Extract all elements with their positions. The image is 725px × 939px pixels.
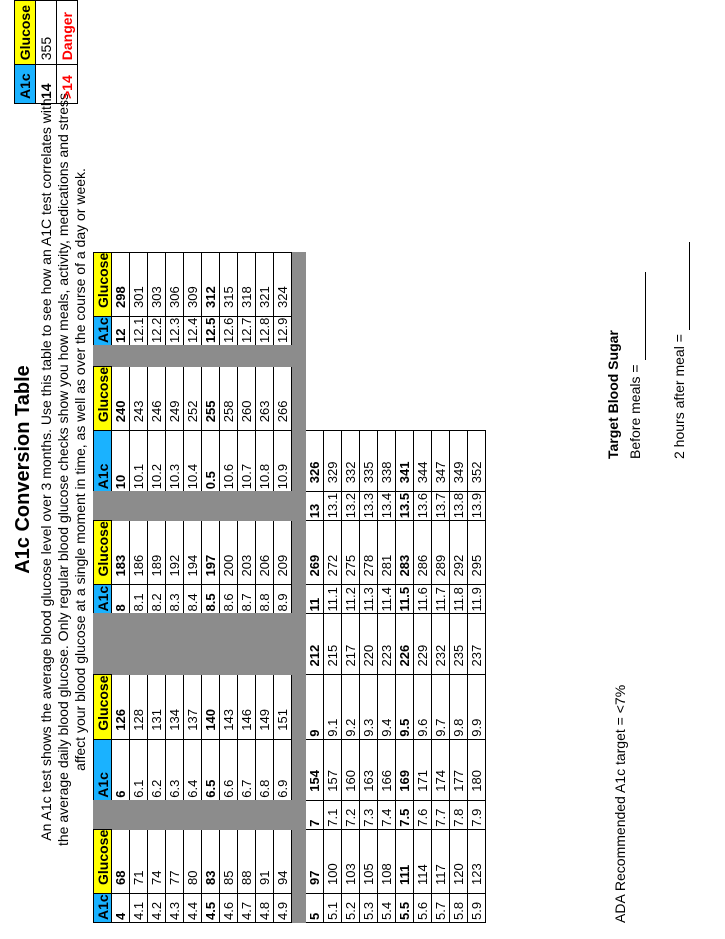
conversion-table <box>93 252 486 923</box>
glucose-cell: 249 <box>166 367 184 431</box>
a1c-cell: 5 <box>306 894 324 923</box>
glucose-cell: 324 <box>274 252 292 316</box>
glucose-cell: 108 <box>378 829 396 893</box>
glucose-cell: 203 <box>238 521 256 585</box>
a1c-header: A1c <box>94 431 112 492</box>
a1c-cell: 4.8 <box>256 894 274 923</box>
glucose-header: Glucose <box>94 829 112 893</box>
a1c-cell: 12.2 <box>148 317 166 346</box>
before-meals-blank <box>631 272 646 360</box>
a1c-cell: 9.4 <box>378 675 396 739</box>
a1c-cell: 13.6 <box>414 492 432 521</box>
glucose-cell: 186 <box>130 521 148 585</box>
a1c-cell: 13.5 <box>396 492 414 521</box>
separator-cell <box>292 675 306 739</box>
glucose-cell: 301 <box>130 252 148 316</box>
glucose-cell: 335 <box>360 431 378 492</box>
danger-table <box>14 0 78 104</box>
glucose-cell: 289 <box>432 521 450 585</box>
glucose-header: Glucose <box>94 367 112 431</box>
page-title: A1c Conversion Table <box>12 365 34 574</box>
a1c-cell: 13.4 <box>378 492 396 521</box>
a1c-cell: 12.1 <box>130 317 148 346</box>
separator-cell <box>292 346 306 367</box>
glucose-cell: 105 <box>360 829 378 893</box>
a1c-cell: 7 <box>306 800 324 829</box>
glucose-cell: 269 <box>306 521 324 585</box>
glucose-cell: 149 <box>256 675 274 739</box>
a1c-cell: 13.7 <box>432 492 450 521</box>
glucose-cell: 68 <box>112 829 130 893</box>
glucose-cell: 71 <box>130 829 148 893</box>
a1c-cell: 7.3 <box>360 800 378 829</box>
glucose-cell: 169 <box>396 739 414 800</box>
glucose-cell: 347 <box>432 431 450 492</box>
glucose-cell: 252 <box>184 367 202 431</box>
a1c-cell: 7.6 <box>414 800 432 829</box>
a1c-cell: 8.2 <box>148 585 166 614</box>
glucose-cell: 146 <box>238 675 256 739</box>
a1c-cell: 8.5 <box>202 585 220 614</box>
a1c-cell: 10.3 <box>166 431 184 492</box>
glucose-cell: 200 <box>220 521 238 585</box>
glucose-cell: 243 <box>130 367 148 431</box>
a1c-cell: 9.3 <box>360 675 378 739</box>
a1c-cell: 7.4 <box>378 800 396 829</box>
a1c-cell: 5.2 <box>342 894 360 923</box>
glucose-cell: 229 <box>414 614 432 675</box>
a1c-cell: 6.3 <box>166 739 184 800</box>
a1c-cell: 11.7 <box>432 585 450 614</box>
glucose-cell: 83 <box>202 829 220 893</box>
glucose-cell: 134 <box>166 675 184 739</box>
a1c-cell: 10.4 <box>184 431 202 492</box>
a1c-cell: 13.9 <box>468 492 486 521</box>
a1c-cell: 5.3 <box>360 894 378 923</box>
a1c-cell: 10.8 <box>256 431 274 492</box>
glucose-cell: 128 <box>130 675 148 739</box>
glucose-cell: 315 <box>220 252 238 316</box>
glucose-cell: 318 <box>238 252 256 316</box>
glucose-cell: 223 <box>378 614 396 675</box>
a1c-cell: 9.5 <box>396 675 414 739</box>
a1c-cell: 10.2 <box>148 431 166 492</box>
table-row <box>396 252 414 922</box>
a1c-cell: 11.3 <box>360 585 378 614</box>
a1c-cell: 9.8 <box>450 675 468 739</box>
a1c-cell: 4.2 <box>148 894 166 923</box>
glucose-cell: 85 <box>220 829 238 893</box>
a1c-cell: 7.5 <box>396 800 414 829</box>
a1c-cell: 5.7 <box>432 894 450 923</box>
separator-cell <box>292 894 306 923</box>
a1c-cell: 9.6 <box>414 675 432 739</box>
a1c-cell: 7.8 <box>450 800 468 829</box>
glucose-cell: 275 <box>342 521 360 585</box>
separator-cell <box>292 317 306 346</box>
separator-cell <box>292 431 306 492</box>
glucose-cell: 338 <box>378 431 396 492</box>
a1c-cell: 8.9 <box>274 585 292 614</box>
glucose-cell: 321 <box>256 252 274 316</box>
ada-target-note: ADA Recommended A1c target = <7% <box>612 684 628 923</box>
a1c-cell: 6.9 <box>274 739 292 800</box>
description <box>38 20 89 919</box>
glucose-cell: 189 <box>148 521 166 585</box>
a1c-cell: 6 <box>112 739 130 800</box>
a1c-cell: 11.5 <box>396 585 414 614</box>
glucose-cell: 332 <box>342 431 360 492</box>
a1c-cell: 12.6 <box>220 317 238 346</box>
glucose-cell: 180 <box>468 739 486 800</box>
column-separator <box>94 614 292 675</box>
a1c-cell: 5.4 <box>378 894 396 923</box>
glucose-cell: 126 <box>112 675 130 739</box>
glucose-cell: 349 <box>450 431 468 492</box>
glucose-cell: 217 <box>342 614 360 675</box>
glucose-cell: 237 <box>468 614 486 675</box>
table-row <box>432 252 450 922</box>
a1c-cell: 7.1 <box>324 800 342 829</box>
glucose-cell: 74 <box>148 829 166 893</box>
a1c-cell: 4.4 <box>184 894 202 923</box>
glucose-cell: 114 <box>414 829 432 893</box>
a1c-cell: 9.2 <box>342 675 360 739</box>
column-separator <box>94 346 292 367</box>
glucose-cell: 183 <box>112 521 130 585</box>
a1c-cell: 11.4 <box>378 585 396 614</box>
description-line: affect your blood glucose at a single moment in time, as well as over the course of a day or week. <box>72 168 88 771</box>
glucose-cell: 272 <box>324 521 342 585</box>
glucose-cell: 137 <box>184 675 202 739</box>
glucose-cell: 97 <box>306 829 324 893</box>
a1c-cell: 8.6 <box>220 585 238 614</box>
glucose-cell: 255 <box>202 367 220 431</box>
glucose-cell: 140 <box>202 675 220 739</box>
glucose-cell: 278 <box>360 521 378 585</box>
a1c-cell: 4.3 <box>166 894 184 923</box>
a1c-cell: 5.8 <box>450 894 468 923</box>
glucose-cell: 341 <box>396 431 414 492</box>
a1c-cell: 4.7 <box>238 894 256 923</box>
a1c-cell: 12.3 <box>166 317 184 346</box>
a1c-cell-danger: >14 <box>57 65 78 104</box>
glucose-cell-danger: Danger <box>57 1 78 65</box>
glucose-cell: 163 <box>360 739 378 800</box>
a1c-header: A1c <box>94 894 112 923</box>
glucose-cell: 212 <box>306 614 324 675</box>
table-row <box>306 252 324 922</box>
a1c-cell: 10.7 <box>238 431 256 492</box>
a1c-cell: 9.1 <box>324 675 342 739</box>
glucose-header: Glucose <box>15 1 36 65</box>
a1c-cell: 4.6 <box>220 894 238 923</box>
glucose-cell: 88 <box>238 829 256 893</box>
a1c-cell: 10.6 <box>220 431 238 492</box>
glucose-cell: 154 <box>306 739 324 800</box>
glucose-header: Glucose <box>94 252 112 316</box>
description-line: the average daily blood glucose. Only regular blood glucose checks show you how meals, activity, medications and stress <box>55 92 71 847</box>
separator-cell <box>292 739 306 800</box>
column-separator <box>94 800 292 829</box>
glucose-cell: 143 <box>220 675 238 739</box>
glucose-cell: 281 <box>378 521 396 585</box>
glucose-cell: 166 <box>378 739 396 800</box>
a1c-header: A1c <box>94 317 112 346</box>
a1c-cell: 6.1 <box>130 739 148 800</box>
a1c-cell: 11.1 <box>324 585 342 614</box>
a1c-cell: 12 <box>112 317 130 346</box>
table-row <box>360 252 378 922</box>
a1c-cell: 14 <box>36 65 57 104</box>
a1c-cell: 7.9 <box>468 800 486 829</box>
separator-cell <box>292 521 306 585</box>
table-row <box>324 252 342 922</box>
separator-cell <box>292 585 306 614</box>
glucose-cell: 197 <box>202 521 220 585</box>
a1c-cell: 8.7 <box>238 585 256 614</box>
glucose-cell: 131 <box>148 675 166 739</box>
target-blood-sugar <box>602 242 690 459</box>
a1c-cell: 4.9 <box>274 894 292 923</box>
glucose-cell: 258 <box>220 367 238 431</box>
glucose-cell: 206 <box>256 521 274 585</box>
glucose-cell: 246 <box>148 367 166 431</box>
glucose-cell: 226 <box>396 614 414 675</box>
a1c-cell: 7.2 <box>342 800 360 829</box>
a1c-cell: 8.8 <box>256 585 274 614</box>
glucose-cell: 215 <box>324 614 342 675</box>
glucose-cell: 171 <box>414 739 432 800</box>
target-heading: Target Blood Sugar <box>605 330 621 459</box>
a1c-header: A1c <box>94 739 112 800</box>
glucose-cell: 266 <box>274 367 292 431</box>
a1c-cell: 11 <box>306 585 324 614</box>
glucose-cell: 344 <box>414 431 432 492</box>
a1c-cell: 13.8 <box>450 492 468 521</box>
glucose-cell: 151 <box>274 675 292 739</box>
glucose-cell: 240 <box>112 367 130 431</box>
a1c-cell: 4 <box>112 894 130 923</box>
separator-cell <box>292 492 306 521</box>
glucose-cell: 283 <box>396 521 414 585</box>
a1c-cell: 5.9 <box>468 894 486 923</box>
glucose-cell: 352 <box>468 431 486 492</box>
glucose-cell: 220 <box>360 614 378 675</box>
glucose-cell: 312 <box>202 252 220 316</box>
glucose-cell: 160 <box>342 739 360 800</box>
a1c-header: A1c <box>94 585 112 614</box>
a1c-cell: 10 <box>112 431 130 492</box>
a1c-cell: 5.5 <box>396 894 414 923</box>
separator-cell <box>292 829 306 893</box>
header-row <box>94 252 112 922</box>
glucose-cell: 100 <box>324 829 342 893</box>
table-row <box>450 252 468 922</box>
glucose-cell: 157 <box>324 739 342 800</box>
glucose-cell: 111 <box>396 829 414 893</box>
a1c-cell: 5.1 <box>324 894 342 923</box>
after-meal-row <box>668 242 690 459</box>
a1c-cell: 12.9 <box>274 317 292 346</box>
separator-cell <box>292 614 306 675</box>
a1c-cell: 11.9 <box>468 585 486 614</box>
glucose-cell: 194 <box>184 521 202 585</box>
after-meal-label: 2 hours after meal = <box>671 334 687 459</box>
separator-row <box>292 252 306 922</box>
a1c-cell: 8.3 <box>166 585 184 614</box>
a1c-cell: 11.8 <box>450 585 468 614</box>
glucose-cell: 326 <box>306 431 324 492</box>
glucose-cell: 77 <box>166 829 184 893</box>
glucose-cell: 329 <box>324 431 342 492</box>
a1c-cell: 7.7 <box>432 800 450 829</box>
separator-cell <box>292 252 306 316</box>
glucose-cell: 117 <box>432 829 450 893</box>
a1c-cell: 12.4 <box>184 317 202 346</box>
glucose-cell: 298 <box>112 252 130 316</box>
a1c-header: A1c <box>15 65 36 104</box>
a1c-cell: 6.6 <box>220 739 238 800</box>
column-separator <box>94 492 292 521</box>
a1c-cell: 6.2 <box>148 739 166 800</box>
before-meals-label: Before meals = <box>627 364 643 459</box>
glucose-cell: 103 <box>342 829 360 893</box>
glucose-cell: 260 <box>238 367 256 431</box>
a1c-cell: 9 <box>306 675 324 739</box>
glucose-header: Glucose <box>94 675 112 739</box>
glucose-cell: 123 <box>468 829 486 893</box>
glucose-header: Glucose <box>94 521 112 585</box>
glucose-cell: 306 <box>166 252 184 316</box>
glucose-cell: 174 <box>432 739 450 800</box>
a1c-cell: 11.2 <box>342 585 360 614</box>
a1c-cell: 6.8 <box>256 739 274 800</box>
a1c-cell: 4.1 <box>130 894 148 923</box>
a1c-cell: 11.6 <box>414 585 432 614</box>
description-line: An A1c test shows the average blood glucose level over 3 months. Use this table to see how an A1C test correlates with <box>38 98 54 841</box>
glucose-cell: 303 <box>148 252 166 316</box>
glucose-cell: 295 <box>468 521 486 585</box>
glucose-cell: 94 <box>274 829 292 893</box>
before-meals-row <box>624 242 646 459</box>
a1c-cell: 12.7 <box>238 317 256 346</box>
a1c-cell: 9.7 <box>432 675 450 739</box>
glucose-cell: 120 <box>450 829 468 893</box>
a1c-cell: 0.5 <box>202 431 220 492</box>
a1c-cell: 12.5 <box>202 317 220 346</box>
glucose-cell: 235 <box>450 614 468 675</box>
glucose-cell: 177 <box>450 739 468 800</box>
a1c-cell: 5.6 <box>414 894 432 923</box>
glucose-cell: 263 <box>256 367 274 431</box>
glucose-cell: 286 <box>414 521 432 585</box>
a1c-cell: 6.4 <box>184 739 202 800</box>
a1c-cell: 10.1 <box>130 431 148 492</box>
a1c-cell: 4.5 <box>202 894 220 923</box>
table-row <box>414 252 432 922</box>
after-meal-blank <box>675 242 690 330</box>
a1c-cell: 8 <box>112 585 130 614</box>
glucose-cell: 80 <box>184 829 202 893</box>
a1c-cell: 6.7 <box>238 739 256 800</box>
a1c-cell: 9.9 <box>468 675 486 739</box>
glucose-cell: 209 <box>274 521 292 585</box>
a1c-cell: 8.4 <box>184 585 202 614</box>
table-row <box>378 252 396 922</box>
a1c-cell: 13 <box>306 492 324 521</box>
separator-cell <box>292 367 306 431</box>
glucose-cell: 232 <box>432 614 450 675</box>
a1c-cell: 10.9 <box>274 431 292 492</box>
a1c-cell: 13.2 <box>342 492 360 521</box>
table-row <box>342 252 360 922</box>
a1c-cell: 6.5 <box>202 739 220 800</box>
glucose-cell: 192 <box>166 521 184 585</box>
glucose-cell: 309 <box>184 252 202 316</box>
a1c-cell: 13.1 <box>324 492 342 521</box>
separator-cell <box>292 800 306 829</box>
glucose-cell: 91 <box>256 829 274 893</box>
a1c-cell: 12.8 <box>256 317 274 346</box>
glucose-cell: 292 <box>450 521 468 585</box>
table-row <box>468 252 486 922</box>
a1c-cell: 13.3 <box>360 492 378 521</box>
a1c-cell: 8.1 <box>130 585 148 614</box>
glucose-cell: 355 <box>36 1 57 65</box>
